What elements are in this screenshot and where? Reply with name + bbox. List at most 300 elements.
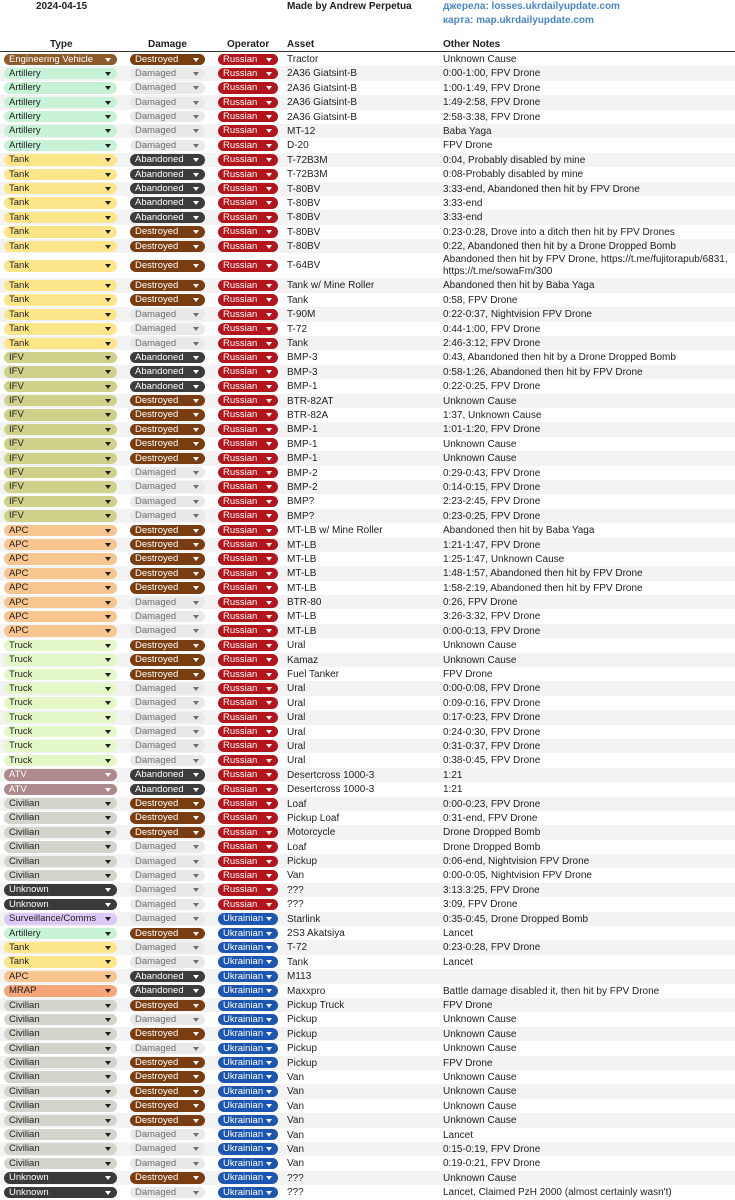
operator-dropdown[interactable]: Russian: [218, 338, 278, 349]
damage-dropdown[interactable]: Destroyed: [130, 241, 205, 252]
operator-dropdown[interactable]: Russian: [218, 68, 278, 79]
damage-dropdown[interactable]: Destroyed: [130, 654, 205, 665]
asset-cell: Desertcross 1000-3: [287, 784, 375, 796]
operator-dropdown[interactable]: Russian: [218, 438, 278, 449]
type-dropdown[interactable]: Civilian: [4, 1000, 117, 1011]
operator-dropdown[interactable]: Russian: [218, 54, 278, 65]
operator-dropdown[interactable]: Russian: [218, 280, 278, 291]
operator-dropdown[interactable]: Russian: [218, 467, 278, 478]
notes-line: 0:31-0:37, FPV Drone: [443, 740, 541, 752]
notes-cell: [443, 1014, 516, 1026]
notes-line: Unknown Cause: [443, 1100, 517, 1112]
type-dropdown[interactable]: Civilian: [4, 1100, 117, 1111]
damage-dropdown[interactable]: Destroyed: [130, 1057, 205, 1068]
operator-dropdown[interactable]: Russian: [218, 769, 278, 780]
operator-dropdown[interactable]: Russian: [218, 510, 278, 521]
operator-dropdown[interactable]: Russian: [218, 740, 278, 751]
operator-dropdown[interactable]: Ukrainian: [218, 1000, 278, 1011]
type-dropdown[interactable]: Truck: [4, 683, 117, 694]
damage-dropdown[interactable]: Damaged: [130, 309, 205, 320]
type-dropdown[interactable]: IFV: [4, 510, 117, 521]
type-dropdown[interactable]: Civilian: [4, 1129, 117, 1140]
damage-dropdown[interactable]: Damaged: [130, 111, 205, 122]
notes-line: 1:49-2:58, FPV Drone: [443, 97, 541, 109]
notes-cell: [443, 870, 592, 882]
type-dropdown[interactable]: Tank: [4, 942, 117, 953]
operator-dropdown[interactable]: Ukrainian: [218, 1043, 278, 1054]
damage-dropdown[interactable]: Damaged: [130, 1014, 205, 1025]
operator-dropdown[interactable]: Russian: [218, 82, 278, 93]
asset-cell: Van: [287, 1158, 305, 1170]
type-dropdown[interactable]: IFV: [4, 424, 117, 435]
damage-dropdown[interactable]: Destroyed: [130, 438, 205, 449]
damage-dropdown[interactable]: Damaged: [130, 1143, 205, 1154]
damage-dropdown[interactable]: Destroyed: [130, 640, 205, 651]
type-dropdown[interactable]: Tank: [4, 338, 117, 349]
type-dropdown[interactable]: Tank: [4, 169, 117, 180]
operator-dropdown[interactable]: Ukrainian: [218, 1143, 278, 1154]
operator-dropdown[interactable]: Russian: [218, 212, 278, 223]
operator-dropdown[interactable]: Russian: [218, 640, 278, 651]
map-source-link[interactable]: карта: map.ukrdailyupdate.com: [443, 15, 594, 26]
type-dropdown[interactable]: Civilian: [4, 1115, 117, 1126]
damage-dropdown[interactable]: Damaged: [130, 1129, 205, 1140]
losses-source-link[interactable]: джерела: losses.ukrdailyupdate.com: [443, 1, 620, 12]
damage-dropdown[interactable]: Destroyed: [130, 582, 205, 593]
type-dropdown[interactable]: Artillery: [4, 140, 117, 151]
table-row: [0, 95, 735, 109]
type-dropdown[interactable]: Civilian: [4, 798, 117, 809]
type-dropdown[interactable]: Civilian: [4, 1086, 117, 1097]
operator-dropdown[interactable]: Ukrainian: [218, 1187, 278, 1198]
damage-dropdown[interactable]: Damaged: [130, 1187, 205, 1198]
notes-cell: [443, 827, 540, 839]
damage-dropdown[interactable]: Destroyed: [130, 395, 205, 406]
asset-cell: MT-LB: [287, 582, 317, 594]
type-dropdown[interactable]: Tank: [4, 212, 117, 223]
type-dropdown[interactable]: Civilian: [4, 1028, 117, 1039]
operator-dropdown[interactable]: Russian: [218, 755, 278, 766]
damage-dropdown[interactable]: Damaged: [130, 856, 205, 867]
notes-line: Drone Dropped Bomb: [443, 827, 541, 839]
notes-line: FPV Drone: [443, 140, 493, 152]
asset-cell: MT-LB: [287, 568, 317, 580]
operator-dropdown[interactable]: Russian: [218, 197, 278, 208]
type-dropdown[interactable]: IFV: [4, 438, 117, 449]
notes-line: Abandoned then hit by Baba Yaga: [443, 280, 595, 292]
type-dropdown[interactable]: Civilian: [4, 1158, 117, 1169]
operator-dropdown[interactable]: Russian: [218, 553, 278, 564]
operator-dropdown[interactable]: Russian: [218, 309, 278, 320]
damage-dropdown[interactable]: Destroyed: [130, 260, 205, 271]
type-dropdown[interactable]: IFV: [4, 467, 117, 478]
damage-dropdown[interactable]: Destroyed: [130, 226, 205, 237]
table-row: [0, 1027, 735, 1041]
operator-dropdown[interactable]: Ukrainian: [218, 971, 278, 982]
damage-dropdown[interactable]: Destroyed: [130, 409, 205, 420]
operator-dropdown[interactable]: Russian: [218, 260, 278, 271]
type-dropdown[interactable]: APC: [4, 568, 117, 579]
damage-dropdown[interactable]: Damaged: [130, 338, 205, 349]
notes-cell: [443, 227, 675, 239]
operator-dropdown[interactable]: Ukrainian: [218, 1057, 278, 1068]
damage-dropdown[interactable]: Destroyed: [130, 1086, 205, 1097]
notes-cell: [443, 770, 462, 782]
operator-dropdown[interactable]: Ukrainian: [218, 956, 278, 967]
damage-dropdown[interactable]: Destroyed: [130, 812, 205, 823]
damage-dropdown[interactable]: Damaged: [130, 712, 205, 723]
operator-dropdown[interactable]: Russian: [218, 97, 278, 108]
type-dropdown[interactable]: Truck: [4, 740, 117, 751]
operator-dropdown[interactable]: Russian: [218, 352, 278, 363]
operator-dropdown[interactable]: Ukrainian: [218, 1028, 278, 1039]
notes-cell: [443, 640, 516, 652]
damage-dropdown[interactable]: Damaged: [130, 1043, 205, 1054]
operator-dropdown[interactable]: Ukrainian: [218, 913, 278, 924]
type-dropdown[interactable]: Surveillance/Comms: [4, 913, 117, 924]
type-dropdown[interactable]: Tank: [4, 197, 117, 208]
damage-dropdown[interactable]: Destroyed: [130, 827, 205, 838]
type-dropdown[interactable]: Truck: [4, 654, 117, 665]
damage-dropdown[interactable]: Damaged: [130, 755, 205, 766]
table-row: [0, 653, 735, 667]
operator-dropdown[interactable]: Russian: [218, 496, 278, 507]
damage-dropdown[interactable]: Abandoned: [130, 366, 205, 377]
type-dropdown[interactable]: APC: [4, 525, 117, 536]
asset-cell: MT-12: [287, 125, 316, 137]
operator-dropdown[interactable]: Ukrainian: [218, 942, 278, 953]
operator-dropdown[interactable]: Russian: [218, 169, 278, 180]
operator-dropdown[interactable]: Russian: [218, 481, 278, 492]
type-dropdown[interactable]: Unknown: [4, 884, 117, 895]
operator-dropdown[interactable]: Russian: [218, 683, 278, 694]
damage-dropdown[interactable]: Damaged: [130, 1158, 205, 1169]
damage-dropdown[interactable]: Destroyed: [130, 553, 205, 564]
table-row: [0, 81, 735, 95]
operator-dropdown[interactable]: Russian: [218, 798, 278, 809]
operator-dropdown[interactable]: Russian: [218, 125, 278, 136]
type-dropdown[interactable]: Artillery: [4, 928, 117, 939]
damage-dropdown[interactable]: Damaged: [130, 841, 205, 852]
damage-dropdown[interactable]: Destroyed: [130, 798, 205, 809]
type-dropdown[interactable]: IFV: [4, 395, 117, 406]
type-dropdown[interactable]: Artillery: [4, 125, 117, 136]
damage-dropdown[interactable]: Destroyed: [130, 280, 205, 291]
type-dropdown[interactable]: Truck: [4, 669, 117, 680]
damage-dropdown[interactable]: Destroyed: [130, 539, 205, 550]
operator-dropdown[interactable]: Ukrainian: [218, 1158, 278, 1169]
operator-dropdown[interactable]: Ukrainian: [218, 985, 278, 996]
damage-dropdown[interactable]: Damaged: [130, 870, 205, 881]
notes-line: Unknown Cause: [443, 453, 517, 465]
table-row: [0, 110, 735, 124]
asset-cell: 2S3 Akatsiya: [287, 928, 345, 940]
damage-dropdown[interactable]: Destroyed: [130, 1115, 205, 1126]
asset-cell: Maxxpro: [287, 985, 326, 997]
operator-dropdown[interactable]: Russian: [218, 140, 278, 151]
asset-cell: Van: [287, 1143, 305, 1155]
notes-line: 2:23-2:45, FPV Drone: [443, 496, 541, 508]
type-dropdown[interactable]: IFV: [4, 409, 117, 420]
damage-dropdown[interactable]: Destroyed: [130, 1100, 205, 1111]
operator-dropdown[interactable]: Russian: [218, 712, 278, 723]
notes-cell: [443, 352, 676, 364]
notes-cell: [443, 626, 540, 638]
type-dropdown[interactable]: Civilian: [4, 812, 117, 823]
asset-cell: MT-LB: [287, 611, 317, 623]
operator-dropdown[interactable]: Russian: [218, 226, 278, 237]
damage-dropdown[interactable]: Abandoned: [130, 154, 205, 165]
damage-dropdown[interactable]: Damaged: [130, 740, 205, 751]
table-row: [0, 969, 735, 983]
damage-dropdown[interactable]: Destroyed: [130, 1000, 205, 1011]
operator-dropdown[interactable]: Russian: [218, 424, 278, 435]
damage-dropdown[interactable]: Destroyed: [130, 424, 205, 435]
operator-dropdown[interactable]: Russian: [218, 568, 278, 579]
operator-dropdown[interactable]: Ukrainian: [218, 1172, 278, 1183]
notes-cell: [443, 525, 594, 537]
type-dropdown[interactable]: Engineering Vehicle: [4, 54, 117, 65]
type-dropdown[interactable]: Truck: [4, 712, 117, 723]
damage-dropdown[interactable]: Abandoned: [130, 784, 205, 795]
type-dropdown[interactable]: IFV: [4, 481, 117, 492]
operator-dropdown[interactable]: Russian: [218, 409, 278, 420]
type-dropdown[interactable]: Artillery: [4, 97, 117, 108]
notes-line: 0:04, Probably disabled by mine: [443, 154, 586, 166]
type-dropdown[interactable]: Artillery: [4, 82, 117, 93]
notes-line: 0:58, FPV Drone: [443, 294, 518, 306]
operator-dropdown[interactable]: Russian: [218, 597, 278, 608]
notes-cell: [443, 755, 540, 767]
operator-dropdown[interactable]: Russian: [218, 827, 278, 838]
table-row: [0, 210, 735, 224]
operator-dropdown[interactable]: Russian: [218, 294, 278, 305]
damage-dropdown[interactable]: Damaged: [130, 82, 205, 93]
damage-dropdown[interactable]: Destroyed: [130, 453, 205, 464]
type-dropdown[interactable]: Unknown: [4, 899, 117, 910]
damage-dropdown[interactable]: Damaged: [130, 467, 205, 478]
damage-dropdown[interactable]: Damaged: [130, 510, 205, 521]
operator-dropdown[interactable]: Russian: [218, 856, 278, 867]
type-dropdown[interactable]: IFV: [4, 496, 117, 507]
type-dropdown[interactable]: MRAP: [4, 985, 117, 996]
type-dropdown[interactable]: Truck: [4, 640, 117, 651]
type-dropdown[interactable]: Civilian: [4, 856, 117, 867]
notes-cell: [443, 324, 540, 336]
notes-line: 0:00-0:08, FPV Drone: [443, 683, 541, 695]
type-dropdown[interactable]: Civilian: [4, 870, 117, 881]
operator-dropdown[interactable]: Russian: [218, 323, 278, 334]
operator-dropdown[interactable]: Russian: [218, 395, 278, 406]
damage-dropdown[interactable]: Damaged: [130, 942, 205, 953]
notes-line: 0:08-Probably disabled by mine: [443, 169, 584, 181]
type-dropdown[interactable]: IFV: [4, 352, 117, 363]
notes-line: 0:23-0:25, FPV Drone: [443, 510, 541, 522]
operator-dropdown[interactable]: Russian: [218, 669, 278, 680]
type-dropdown[interactable]: Civilian: [4, 1057, 117, 1068]
operator-dropdown[interactable]: Russian: [218, 611, 278, 622]
asset-cell: Pickup Truck: [287, 1000, 345, 1011]
type-dropdown[interactable]: IFV: [4, 453, 117, 464]
notes-line: 0:06-end, Nightvision FPV Drone: [443, 856, 590, 868]
operator-dropdown[interactable]: Russian: [218, 111, 278, 122]
damage-dropdown[interactable]: Abandoned: [130, 971, 205, 982]
operator-dropdown[interactable]: Ukrainian: [218, 1014, 278, 1025]
damage-dropdown[interactable]: Abandoned: [130, 352, 205, 363]
type-dropdown[interactable]: Unknown: [4, 1187, 117, 1198]
operator-dropdown[interactable]: Russian: [218, 366, 278, 377]
type-dropdown[interactable]: APC: [4, 539, 117, 550]
table-row: [0, 1171, 735, 1185]
damage-dropdown[interactable]: Abandoned: [130, 985, 205, 996]
damage-dropdown[interactable]: Abandoned: [130, 769, 205, 780]
damage-dropdown[interactable]: Damaged: [130, 125, 205, 136]
damage-dropdown[interactable]: Damaged: [130, 683, 205, 694]
damage-dropdown[interactable]: Damaged: [130, 625, 205, 636]
type-dropdown[interactable]: IFV: [4, 381, 117, 392]
type-dropdown[interactable]: ATV: [4, 784, 117, 795]
operator-dropdown[interactable]: Russian: [218, 539, 278, 550]
damage-dropdown[interactable]: Destroyed: [130, 54, 205, 65]
asset-cell: Ural: [287, 740, 306, 752]
type-dropdown[interactable]: APC: [4, 971, 117, 982]
operator-dropdown[interactable]: Russian: [218, 812, 278, 823]
type-dropdown[interactable]: Tank: [4, 280, 117, 291]
damage-dropdown[interactable]: Damaged: [130, 597, 205, 608]
damage-dropdown[interactable]: Abandoned: [130, 197, 205, 208]
type-dropdown[interactable]: Truck: [4, 697, 117, 708]
damage-dropdown[interactable]: Damaged: [130, 611, 205, 622]
type-dropdown[interactable]: Civilian: [4, 1143, 117, 1154]
damage-dropdown[interactable]: Destroyed: [130, 1071, 205, 1082]
type-dropdown[interactable]: Tank: [4, 241, 117, 252]
type-dropdown[interactable]: APC: [4, 597, 117, 608]
type-dropdown[interactable]: APC: [4, 611, 117, 622]
damage-dropdown[interactable]: Damaged: [130, 884, 205, 895]
operator-dropdown[interactable]: Ukrainian: [218, 1071, 278, 1082]
table-row: [0, 840, 735, 854]
operator-dropdown[interactable]: Russian: [218, 841, 278, 852]
operator-dropdown[interactable]: Russian: [218, 525, 278, 536]
type-dropdown[interactable]: APC: [4, 625, 117, 636]
damage-dropdown[interactable]: Damaged: [130, 68, 205, 79]
damage-dropdown[interactable]: Damaged: [130, 97, 205, 108]
notes-cell: [443, 309, 592, 321]
type-dropdown[interactable]: Tank: [4, 323, 117, 334]
operator-dropdown[interactable]: Russian: [218, 453, 278, 464]
damage-dropdown[interactable]: Abandoned: [130, 169, 205, 180]
damage-dropdown[interactable]: Destroyed: [130, 1172, 205, 1183]
damage-dropdown[interactable]: Abandoned: [130, 381, 205, 392]
damage-dropdown[interactable]: Damaged: [130, 956, 205, 967]
operator-dropdown[interactable]: Russian: [218, 899, 278, 910]
damage-dropdown[interactable]: Destroyed: [130, 294, 205, 305]
operator-dropdown[interactable]: Russian: [218, 154, 278, 165]
notes-line: 3:26-3:32, FPV Drone: [443, 611, 541, 623]
damage-dropdown[interactable]: Damaged: [130, 481, 205, 492]
damage-dropdown[interactable]: Damaged: [130, 140, 205, 151]
type-dropdown[interactable]: Civilian: [4, 1071, 117, 1082]
type-dropdown[interactable]: Tank: [4, 309, 117, 320]
type-dropdown[interactable]: Tank: [4, 226, 117, 237]
asset-cell: 2A36 Giatsint-B: [287, 97, 358, 109]
table-row: [0, 1185, 735, 1199]
type-dropdown[interactable]: IFV: [4, 366, 117, 377]
notes-cell: [443, 1029, 516, 1041]
operator-dropdown[interactable]: Ukrainian: [218, 1115, 278, 1126]
notes-cell: [443, 396, 516, 408]
operator-dropdown[interactable]: Russian: [218, 625, 278, 636]
notes-line: 3:33-end: [443, 212, 483, 224]
operator-dropdown[interactable]: Ukrainian: [218, 1086, 278, 1097]
type-dropdown[interactable]: Truck: [4, 726, 117, 737]
asset-cell: BMP-3: [287, 352, 318, 364]
table-row: [0, 753, 735, 767]
damage-dropdown[interactable]: Damaged: [130, 323, 205, 334]
operator-dropdown[interactable]: Ukrainian: [218, 928, 278, 939]
operator-dropdown[interactable]: Russian: [218, 654, 278, 665]
damage-dropdown[interactable]: Damaged: [130, 726, 205, 737]
type-dropdown[interactable]: Tank: [4, 183, 117, 194]
asset-cell: BTR-80: [287, 597, 322, 609]
type-dropdown[interactable]: Artillery: [4, 111, 117, 122]
damage-dropdown[interactable]: Destroyed: [130, 928, 205, 939]
asset-cell: Van: [287, 1115, 305, 1127]
notes-line: 0:22, Abandoned then hit by a Drone Dropped Bomb: [443, 241, 676, 253]
operator-dropdown[interactable]: Russian: [218, 870, 278, 881]
notes-line: 3:09, FPV Drone: [443, 899, 518, 911]
damage-dropdown[interactable]: Destroyed: [130, 1028, 205, 1039]
type-dropdown[interactable]: Tank: [4, 154, 117, 165]
type-dropdown[interactable]: Civilian: [4, 827, 117, 838]
operator-dropdown[interactable]: Russian: [218, 697, 278, 708]
operator-dropdown[interactable]: Russian: [218, 183, 278, 194]
operator-dropdown[interactable]: Ukrainian: [218, 1129, 278, 1140]
type-dropdown[interactable]: Tank: [4, 956, 117, 967]
type-dropdown[interactable]: Civilian: [4, 1043, 117, 1054]
damage-dropdown[interactable]: Destroyed: [130, 669, 205, 680]
damage-dropdown[interactable]: Damaged: [130, 496, 205, 507]
type-dropdown[interactable]: ATV: [4, 769, 117, 780]
table-row: [0, 984, 735, 998]
damage-dropdown[interactable]: Destroyed: [130, 568, 205, 579]
damage-dropdown[interactable]: Destroyed: [130, 525, 205, 536]
type-dropdown[interactable]: APC: [4, 582, 117, 593]
type-dropdown[interactable]: Tank: [4, 294, 117, 305]
type-dropdown[interactable]: Tank: [4, 260, 117, 271]
asset-cell: BMP-1: [287, 438, 318, 450]
operator-dropdown[interactable]: Russian: [218, 582, 278, 593]
damage-dropdown[interactable]: Damaged: [130, 913, 205, 924]
damage-dropdown[interactable]: Damaged: [130, 697, 205, 708]
operator-dropdown[interactable]: Ukrainian: [218, 1100, 278, 1111]
operator-dropdown[interactable]: Russian: [218, 726, 278, 737]
type-dropdown[interactable]: Civilian: [4, 841, 117, 852]
operator-dropdown[interactable]: Russian: [218, 884, 278, 895]
type-dropdown[interactable]: Civilian: [4, 1014, 117, 1025]
operator-dropdown[interactable]: Russian: [218, 241, 278, 252]
type-dropdown[interactable]: Artillery: [4, 68, 117, 79]
table-row: [0, 167, 735, 181]
damage-dropdown[interactable]: Abandoned: [130, 212, 205, 223]
type-dropdown[interactable]: APC: [4, 553, 117, 564]
damage-dropdown[interactable]: Damaged: [130, 899, 205, 910]
type-dropdown[interactable]: Truck: [4, 755, 117, 766]
damage-dropdown[interactable]: Abandoned: [130, 183, 205, 194]
operator-dropdown[interactable]: Russian: [218, 784, 278, 795]
operator-dropdown[interactable]: Russian: [218, 381, 278, 392]
type-dropdown[interactable]: Unknown: [4, 1172, 117, 1183]
